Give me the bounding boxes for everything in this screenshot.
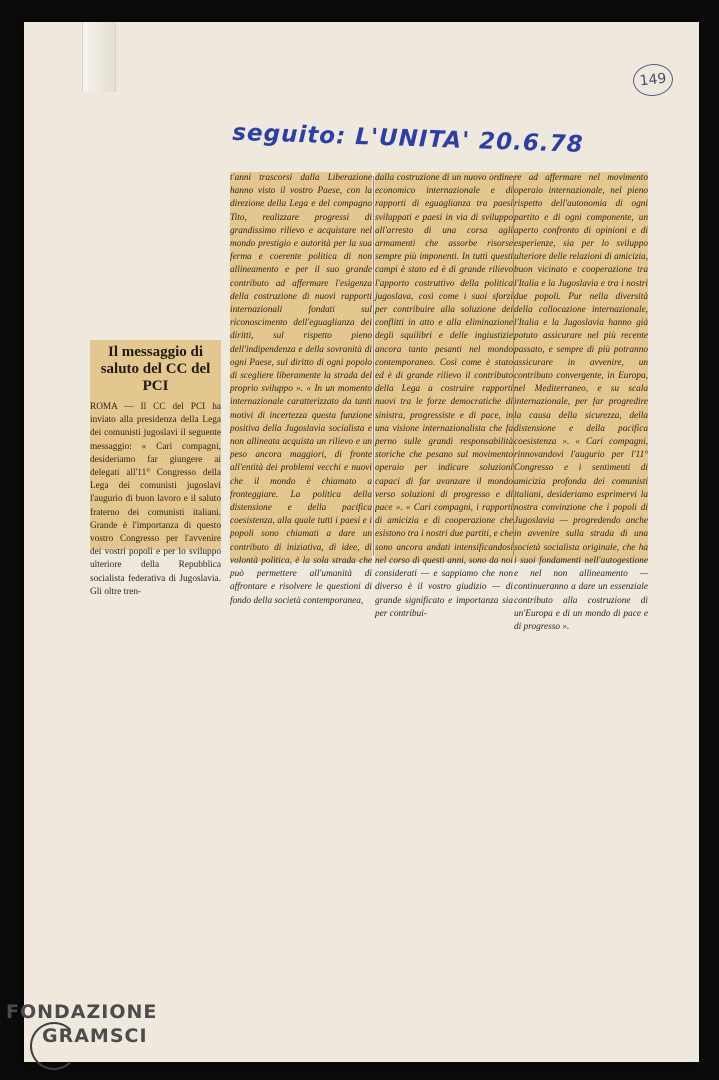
- column-divider: [513, 176, 514, 556]
- archive-watermark-logo: [6, 1000, 206, 1060]
- watermark-g-mark: [30, 1022, 78, 1070]
- watermark-line2: GRAMSCI: [42, 1025, 148, 1047]
- clipping-column-1: [90, 340, 221, 597]
- clipping-column-4: [514, 172, 648, 632]
- handwritten-source-note: seguito: L'UNITA' 20.6.78: [231, 119, 585, 158]
- paper-fold-mark: [82, 22, 116, 92]
- page-number-stamp: 149: [631, 62, 674, 98]
- article-text-col4: re ad affermare nel movimento operaio internazionale, nel pieno rispetto dell'autonomia di ogni partito e di ogni componente, un aperto confronto di opinioni e di esperienze, sia per lo sviluppo ulteriore delle relazioni di amicizia, buon vicinato e cooperazione tra l'Italia e la Jugoslavia e tra i nostri due popoli. Pur nella diversità della collocazione internazionale, l'Italia e la Jugoslavia hanno già potuto assicurare nel più recente passato, e sempre di più potranno assicurare in avvenire, un contributo convergente, in Europa, nel Mediterraneo, e su scala internazionale, per far progredire la causa della sicurezza, della distensione e della pacifica coesistenza ». « Cari compagni, rinnovandovi l'augurio per l'11° Congresso e i sentimenti di amicizia profonda dei comunisti italiani, desideriamo esprimervi la nostra convinzione che i popoli di Jugoslavia — progredendo anche in avvenire sulla strada di una società socialista originale, che ha i suoi fondamenti nell'autogestione e nel non allineamento — continueranno a dare un essenziale contributo alla costruzione di un'Europa e di un mondo di pace e di progresso ».: [514, 173, 648, 632]
- watermark-line1: FONDAZIONE: [6, 1001, 158, 1023]
- article-text-col2: t'anni trascorsi dalla Liberazione hanno visto il vostro Paese, con la direzione della Lega e del compagno Tito, realizzare progressi di grandissimo rilievo e acquistare nel mondo prestigio e autorità per la sua ferma e coerente politica di non allineamento e per il suo grande contributo ad affermare l'esigenza della costruzione di nuovi rapporti internazionali fondati sul riconoscimento dell'eguaglianza dei diritti, sul rispetto pieno dell'indipendenza e della sovranità di ogni Paese, sul diritto di ogni popolo di scegliere liberamente la strada del proprio sviluppo ». « In un momento internazionale caratterizzato da tanti motivi di incertezza questa funzione positiva della Jugoslavia socialista e non allineata acquista un rilievo e un peso ancora maggiori, di fronte all'entità dei problemi vecchi e nuovi che il mondo è chiamato a fronteggiare. La politica della distensione e della pacifica coesistenza, alla quale tutti i paesi e i popoli sono chiamati a dare un contributo di iniziativa, di idee, di volontà politica, è la sola strada che può permettere all'umanità di affrontare e risolvere le questioni di fondo della società contemporanea,: [230, 173, 372, 606]
- article-text-col1: ROMA — Il CC del PCI ha inviato alla presidenza della Lega dei comunisti jugoslavi il seguente messaggio: « Cari compagni, desideriamo far giungere ai delegati all'11° Congresso della Lega dei comunisti jugoslavi l'augurio di buon lavoro e il saluto fraterno dei comunisti italiani. Grande è l'importanza di questo vostro Congresso per l'avvenire dei vostri popoli e per lo sviluppo ulteriore della Repubblica socialista federativa di Jugoslavia. Gli oltre tren-: [90, 402, 221, 597]
- column-divider: [373, 176, 374, 556]
- article-headline: Il messaggio di saluto del CC del PCI: [100, 344, 211, 394]
- clipping-column-2: [230, 172, 372, 606]
- clipping-column-3: [375, 172, 513, 619]
- article-text-col3: dalla costruzione di un nuovo ordine economico internazionale e di rapporti di eguaglianza tra paesi sviluppati e paesi in via di sviluppo all'arresto di una corsa agli armamenti che assorbe risorse sempre più imponenti. In tutti questi campi è stato ed è di grande rilievo l'apporto costruttivo della politica jugoslava, così come i suoi sforzi per contribuire alla soluzione dei conflitti in atto e alla eliminazione degli squilibri e delle ingiustizie ancora tanto pesanti nel mondo contemporaneo. Così come è stato ed è di grande rilievo il contributo della Lega a costruire rapporti nuovi tra le forze democratiche di sinistra, progressiste e di pace, in una visione internazionalista che fa perno sulle grandi responsabilità storiche che pesano sul movimento operaio per indicare soluzioni capaci di far avanzare il mondo verso soluzioni di progresso e di pace ». « Cari compagni, i rapporti di amicizia e di cooperazione che esistono tra i nostri due partiti, e che sono ancora andati intensificandosi nel corso di questi anni, sono da noi considerati — e sappiamo che non diverso è il vostro giudizio — di grande significato e importanza sia per contribui-: [375, 173, 513, 619]
